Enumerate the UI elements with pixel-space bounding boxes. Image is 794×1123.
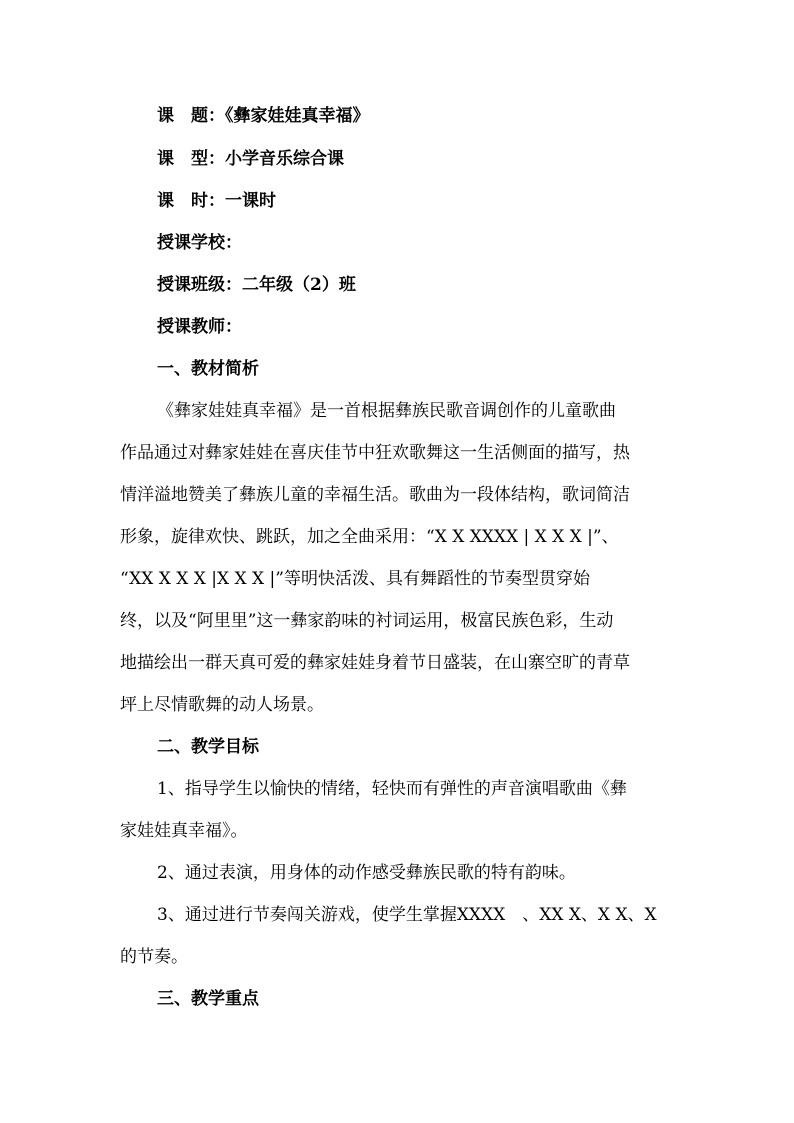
paragraph-line: 终，以及“阿里里”这一彝家韵味的衬词运用，极富民族色彩，生动: [120, 611, 614, 631]
paragraph-line: 《彝家娃娃真幸福》是一首根据彝族民歌音调创作的儿童歌曲: [157, 401, 616, 421]
type-value: 小学音乐综合课: [225, 149, 344, 169]
topic-label: 课 题：: [157, 106, 225, 126]
goal-3-line-2: 的节奏。: [120, 947, 188, 967]
type-label: 课 型：: [157, 149, 225, 169]
hours-row: [157, 191, 717, 211]
school-row: [157, 233, 717, 253]
hours-value: 一课时: [225, 191, 276, 211]
goal-1-line-1: 1、指导学生以愉快的情绪，轻快而有弹性的声音演唱歌曲《彝: [157, 779, 627, 799]
type-row: [157, 149, 717, 169]
teacher-row: [157, 317, 717, 337]
paragraph-line: 作品通过对彝家娃娃在喜庆佳节中狂欢歌舞这一生活侧面的描写，热: [120, 443, 630, 463]
goal-1-line-2: 家娃娃真幸福》。: [120, 821, 248, 841]
section-heading-1: 一、教材简析: [157, 359, 259, 379]
topic-value: 《彝家娃娃真幸福》: [225, 106, 370, 126]
goal-2: 2、通过表演，用身体的动作感受彝族民歌的特有韵味。: [157, 863, 576, 883]
paragraph-line: 坪上尽情歌舞的动人场景。: [120, 695, 324, 715]
paragraph-line: 形象，旋律欢快、跳跃，加之全曲采用：“X X XXXX | X X X |”、: [120, 527, 619, 547]
paragraph-line: “XX X X X |X X X |”等明快活泼、具有舞蹈性的节奏型贯穿始: [120, 569, 590, 589]
hours-label: 课 时：: [157, 191, 225, 211]
class-value: 二年级（2）班: [242, 275, 356, 295]
class-label: 授课班级：: [157, 275, 242, 295]
class-row: [157, 275, 717, 295]
topic-row: [157, 106, 717, 126]
goal-3-line-1: 3、通过进行节奏闯关游戏，使学生掌握XXXX 、XX X、X X、X: [157, 905, 657, 925]
school-label: 授课学校：: [157, 233, 242, 253]
section-heading-2: 二、教学目标: [157, 737, 259, 757]
paragraph-line: 地描绘出一群天真可爱的彝家娃娃身着节日盛装，在山寨空旷的青草: [120, 653, 630, 673]
paragraph-line: 情洋溢地赞美了彝族儿童的幸福生活。歌曲为一段体结构，歌词简洁: [120, 485, 630, 505]
teacher-label: 授课教师：: [157, 317, 242, 337]
section-heading-3: 三、教学重点: [157, 989, 259, 1009]
